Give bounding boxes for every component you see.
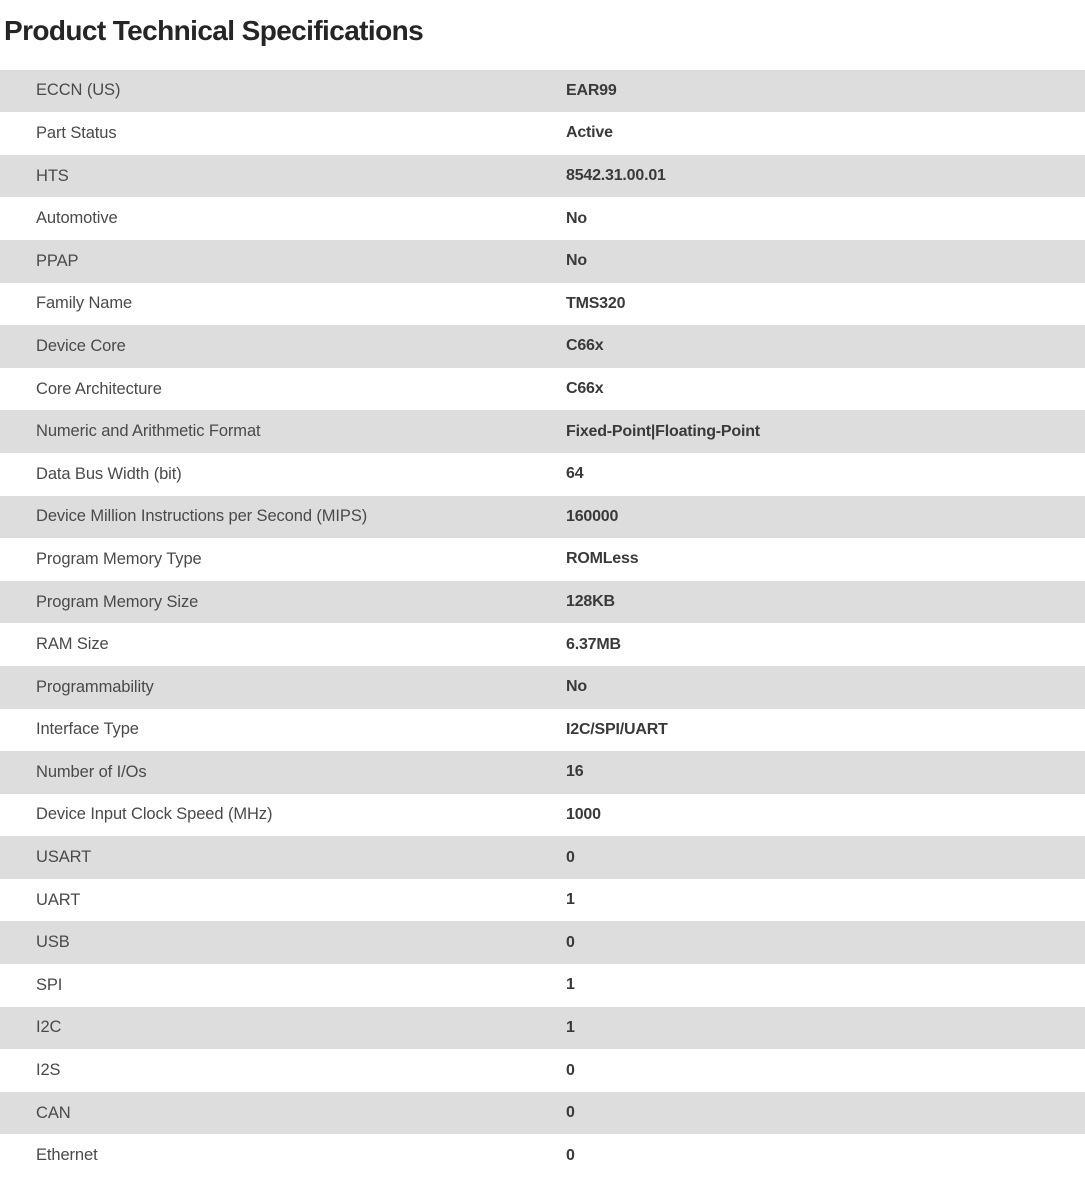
table-row <box>0 751 1085 794</box>
table-row <box>0 921 1085 964</box>
spec-label: I2C <box>36 1018 62 1037</box>
spec-value: No <box>566 678 587 696</box>
spec-label: Data Bus Width (bit) <box>36 464 182 483</box>
spec-value: Fixed-Point|Floating-Point <box>566 422 760 440</box>
table-row <box>0 70 1085 113</box>
table-row <box>0 283 1085 326</box>
spec-value: EAR99 <box>566 81 617 99</box>
spec-label: CAN <box>36 1103 71 1122</box>
table-row <box>0 1092 1085 1135</box>
spec-value: ROMLess <box>566 550 639 568</box>
spec-value: 0 <box>566 1104 575 1122</box>
spec-value: 16 <box>566 763 584 781</box>
table-row <box>0 879 1085 922</box>
table-row <box>0 794 1085 837</box>
spec-value: 0 <box>566 933 575 951</box>
spec-value: 8542.31.00.01 <box>566 167 666 185</box>
spec-label: UART <box>36 890 81 909</box>
spec-label: ECCN (US) <box>36 81 121 100</box>
spec-label: Programmability <box>36 677 154 696</box>
spec-label: Device Million Instructions per Second (MIPS) <box>36 507 368 526</box>
spec-value: Active <box>566 124 613 142</box>
spec-label: I2S <box>36 1061 61 1080</box>
table-row <box>0 623 1085 666</box>
spec-value: 0 <box>566 848 575 866</box>
spec-label: Numeric and Arithmetic Format <box>36 422 261 441</box>
spec-value: I2C/SPI/UART <box>566 720 668 738</box>
spec-label: SPI <box>36 975 63 994</box>
spec-label: Device Input Clock Speed (MHz) <box>36 805 273 824</box>
spec-label: HTS <box>36 166 69 185</box>
spec-label: Program Memory Type <box>36 549 202 568</box>
spec-label: USART <box>36 848 92 867</box>
spec-value: C66x <box>566 337 604 355</box>
spec-value: 1 <box>566 891 575 909</box>
table-row <box>0 112 1085 155</box>
table-row <box>0 240 1085 283</box>
table-row <box>0 325 1085 368</box>
table-row <box>0 155 1085 198</box>
table-row <box>0 1049 1085 1092</box>
table-row <box>0 1134 1085 1177</box>
table-row <box>0 496 1085 539</box>
spec-label: USB <box>36 933 70 952</box>
specifications-table-body <box>0 70 1085 1177</box>
spec-value: 160000 <box>566 507 619 525</box>
table-row <box>0 581 1085 624</box>
spec-value: 0 <box>566 1146 575 1164</box>
spec-value: 128KB <box>566 593 615 611</box>
spec-label: Automotive <box>36 209 118 228</box>
spec-value: C66x <box>566 380 604 398</box>
table-row <box>0 709 1085 752</box>
table-row <box>0 410 1085 453</box>
spec-label: Ethernet <box>36 1146 98 1165</box>
spec-value: 64 <box>566 465 584 483</box>
spec-value: 1 <box>566 976 575 994</box>
table-row <box>0 666 1085 709</box>
spec-value: 0 <box>566 1061 575 1079</box>
spec-label: Family Name <box>36 294 133 313</box>
spec-value: 1 <box>566 1018 575 1036</box>
spec-value: No <box>566 209 587 227</box>
table-row <box>0 453 1085 496</box>
spec-value: 6.37MB <box>566 635 621 653</box>
table-row <box>0 836 1085 879</box>
spec-label: Device Core <box>36 336 126 355</box>
spec-value: 1000 <box>566 805 601 823</box>
specifications-table <box>0 70 1085 1177</box>
spec-value: No <box>566 252 587 270</box>
page-title: Product Technical Specifications <box>4 15 424 46</box>
table-row <box>0 1007 1085 1050</box>
table-row <box>0 538 1085 581</box>
spec-label: Program Memory Size <box>36 592 199 611</box>
table-row <box>0 197 1085 240</box>
spec-label: RAM Size <box>36 635 109 654</box>
table-row <box>0 368 1085 411</box>
spec-label: Number of I/Os <box>36 762 147 781</box>
spec-label: Interface Type <box>36 720 139 739</box>
spec-label: Part Status <box>36 123 117 142</box>
spec-value: TMS320 <box>566 294 626 312</box>
spec-label: PPAP <box>36 251 79 270</box>
spec-label: Core Architecture <box>36 379 162 398</box>
table-row <box>0 964 1085 1007</box>
